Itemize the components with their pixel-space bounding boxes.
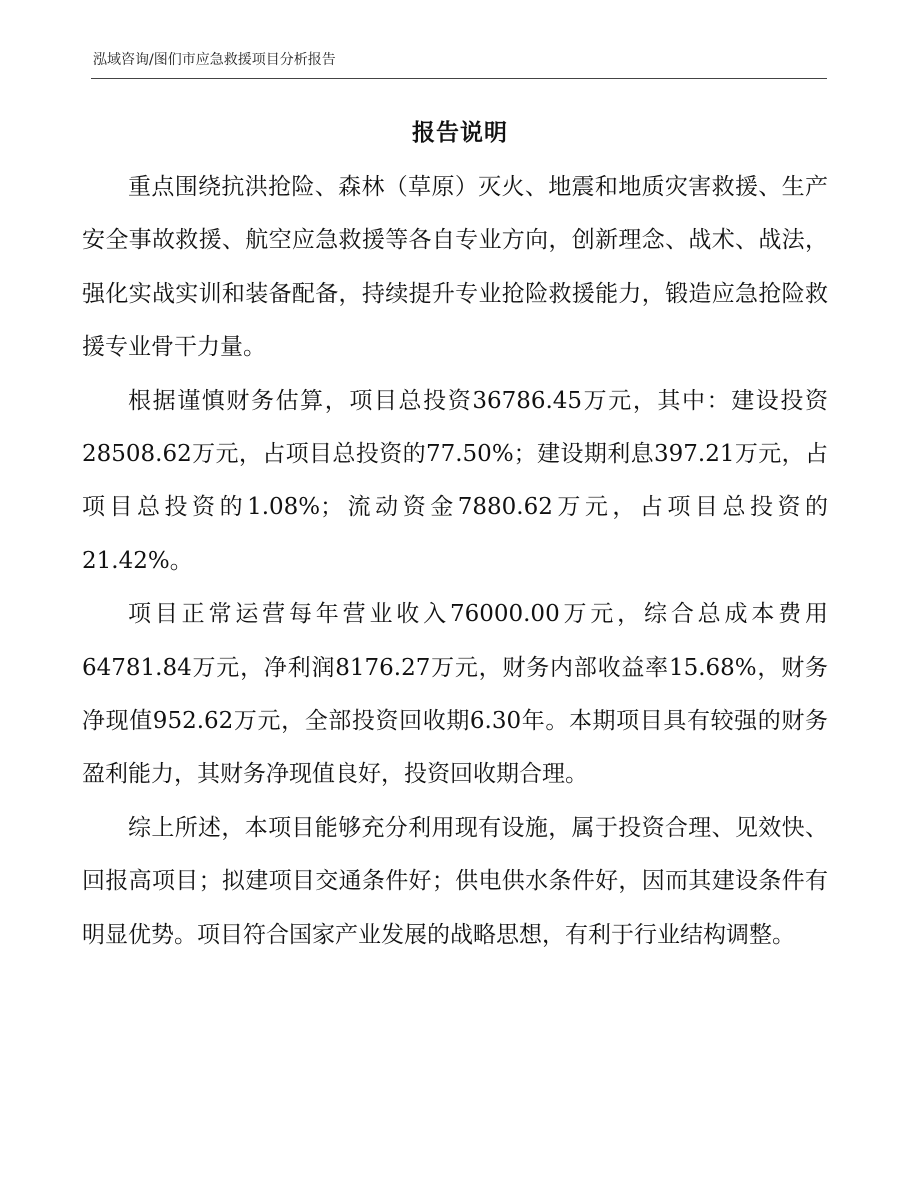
paragraph-investment: 根据谨慎财务估算，项目总投资36786.45万元，其中：建设投资28508.62万元，占项目总投资的77.50%；建设期利息397.21万元，占项目总投资的1.08%；流动资金7880.62万元，占项目总投资的21.42%。	[82, 387, 828, 574]
paragraph-revenue: 项目正常运营每年营业收入76000.00万元，综合总成本费用64781.84万元，净利润8176.27万元，财务内部收益率15.68%，财务净现值952.62万元，全部投资回收期6.30年。本期项目具有较强的财务盈利能力，其财务净现值良好，投资回收期合理。	[82, 601, 828, 788]
paragraph-conclusion: 综上所述，本项目能够充分利用现有设施，属于投资合理、见效快、回报高项目；拟建项目交通条件好；供电供水条件好，因而其建设条件有明显优势。项目符合国家产业发展的战略思想，有利于行业结构调整。	[82, 814, 828, 948]
running-header: 泓域咨询/图们市应急救援项目分析报告	[93, 52, 336, 68]
report-body	[82, 161, 828, 962]
paragraph-focus-areas: 重点围绕抗洪抢险、森林（草原）灭火、地震和地质灾害救援、生产安全事故救援、航空应急救援等各自专业方向，创新理念、战术、战法，强化实战实训和装备配备，持续提升专业抢险救援能力，锻造应急抢险救援专业骨干力量。	[82, 174, 828, 361]
page-title: 报告说明	[412, 120, 508, 146]
header-divider	[91, 78, 827, 79]
